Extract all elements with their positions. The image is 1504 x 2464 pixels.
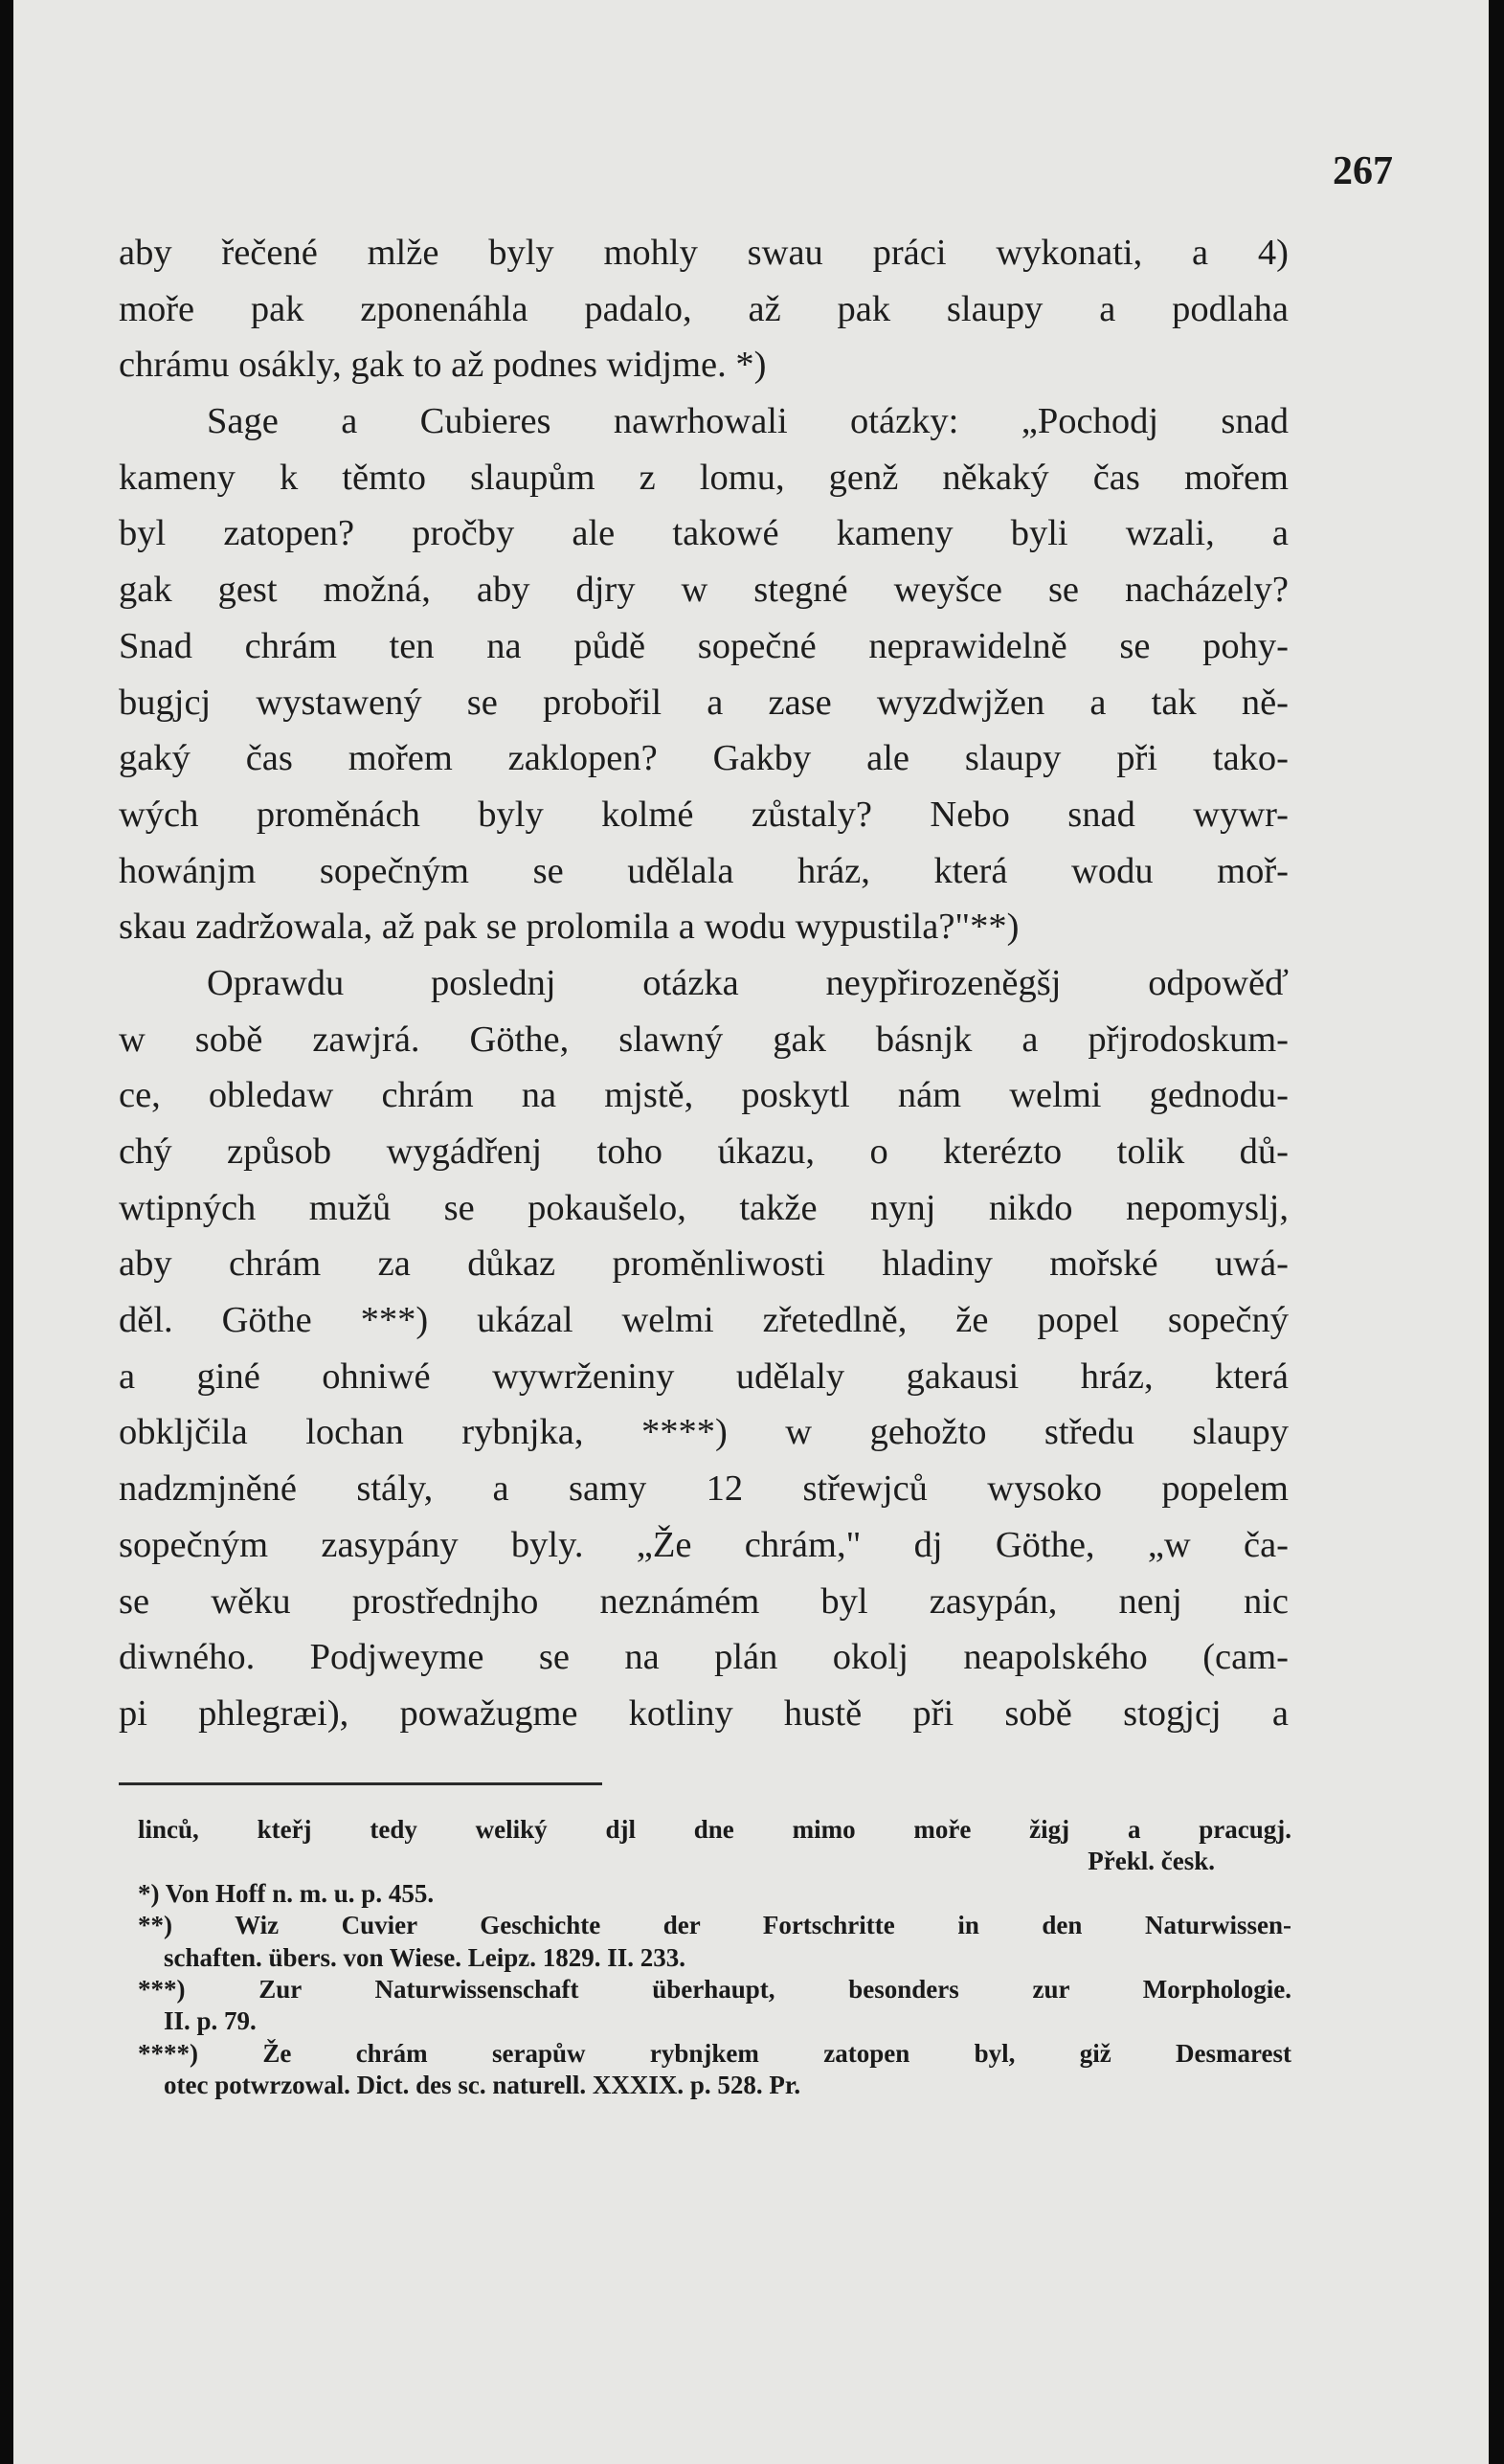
text-line: obkljčila lochan rybnjka, ****) w gehožto středu slaupy: [119, 1412, 1289, 1453]
footnote-line: *) Von Hoff n. m. u. p. 455.: [138, 1878, 435, 1908]
footnote-separator: [119, 1782, 602, 1785]
text-line: chý způsob wygádřenj toho úkazu, o kterézto tolik dů-: [119, 1131, 1289, 1172]
footnote-line: **) Wiz Cuvier Geschichte der Fortschritte in den Naturwissen-: [138, 1911, 1291, 1940]
text-line: gak gest možná, aby djry w stegné weyšce se nacházely?: [119, 570, 1289, 611]
footnotes: [138, 1814, 1291, 2102]
text-line: Oprawdu poslednj otázka neypřirozeněgšj odpowěď: [207, 962, 1289, 1003]
text-line: děl. Göthe ***) ukázal welmi zřetedlně, že popel sopečný: [119, 1300, 1289, 1341]
footnote-line: linců, kteřj tedy weliký djl dne mimo moře žigj a pracugj.: [138, 1815, 1291, 1844]
text-line: sopečným zasypány byly. „Že chrám," dj Göthe, „w ča-: [119, 1524, 1289, 1565]
footnote-line: otec potwrzowal. Dict. des sc. naturell. XXXIX. p. 528. Pr.: [164, 2071, 801, 2100]
text-line: wých proměnách byly kolmé zůstaly? Nebo snad wywr-: [119, 794, 1289, 835]
footnote-line: ***) Zur Naturwissenschaft überhaupt, besonders zur Morphologie.: [138, 1974, 1291, 2004]
footnote-line: II. p. 79.: [164, 2006, 257, 2036]
text-line: ce, obledaw chrám na mjstě, poskytl nám welmi gednodu-: [119, 1075, 1289, 1116]
text-line: w sobě zawjrá. Göthe, slawný gak básnjk a přjrodoskum-: [119, 1019, 1289, 1060]
text-line: gaký čas mořem zaklopen? Gakby ale slaupy při tako-: [119, 738, 1289, 779]
body-text: [119, 225, 1289, 1742]
footnote-line: schaften. übers. von Wiese. Leipz. 1829. II. 233.: [164, 1942, 686, 1972]
text-line: skau zadržowala, až pak se prolomila a wodu wypustila?"**): [119, 907, 1020, 948]
text-line: diwného. Podjweyme se na plán okolj neapolského (cam-: [119, 1637, 1289, 1678]
text-line: kameny k těmto slaupům z lomu, genž někaký čas mořem: [119, 457, 1289, 498]
text-line: Sage a Cubieres nawrhowali otázky: „Pochodj snad: [207, 401, 1289, 442]
text-line: pi phlegræi), powažugme kotliny hustě při sobě stogjcj a: [119, 1692, 1289, 1734]
footnote-line: ****) Že chrám serapůw rybnjkem zatopen byl, giž Desmarest: [138, 2038, 1291, 2068]
text-line: aby chrám za důkaz proměnliwosti hladiny mořské uwá-: [119, 1243, 1289, 1285]
text-line: byl zatopen? pročby ale takowé kameny byli wzali, a: [119, 513, 1289, 554]
page-number: 267: [1333, 149, 1393, 193]
text-line: chrámu osákly, gak to až podnes widjme. *): [119, 345, 767, 386]
text-line: moře pak zponenáhla padalo, až pak slaupy a podlaha: [119, 288, 1289, 329]
book-page: [13, 0, 1489, 2464]
footnote-line: Překl. česk.: [1088, 1847, 1215, 1876]
text-line: bugjcj wystawený se probořil a zase wyzdwjžen a tak ně-: [119, 682, 1289, 723]
text-line: howánjm sopečným se udělala hráz, která wodu moř-: [119, 850, 1289, 891]
text-line: wtipných mužů se pokaušelo, takže nynj nikdo nepomyslj,: [119, 1187, 1289, 1228]
text-line: Snad chrám ten na půdě sopečné neprawidelně se pohy-: [119, 625, 1289, 666]
text-line: aby řečené mlže byly mohly swau práci wykonati, a 4): [119, 233, 1289, 273]
text-line: a giné ohniwé wywrženiny udělaly gakausi hráz, která: [119, 1355, 1289, 1397]
text-line: se wěku prostřednjho neznámém byl zasypán, nenj nic: [119, 1580, 1289, 1622]
text-line: nadzmjněné stály, a samy 12 střewjců wysoko popelem: [119, 1468, 1289, 1510]
